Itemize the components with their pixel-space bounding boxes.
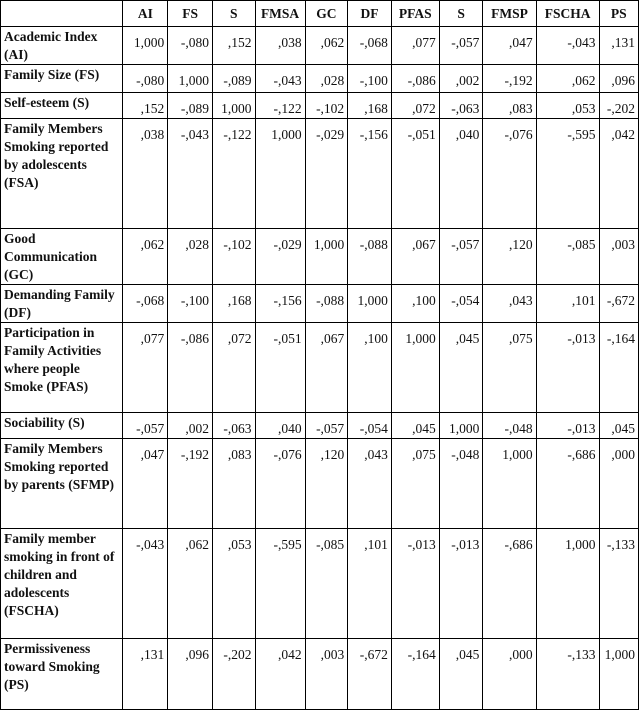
correlation-cell: -,051 [391, 119, 439, 229]
correlation-cell: ,072 [212, 323, 255, 413]
row-label: Family member smoking in front of children and adolescents (FSCHA) [1, 529, 123, 639]
column-header: DF [348, 1, 392, 27]
correlation-cell: -,672 [348, 639, 392, 710]
correlation-cell: ,075 [391, 439, 439, 529]
table-row [1, 323, 639, 413]
correlation-cell: ,042 [255, 639, 305, 710]
correlation-cell: -,102 [305, 93, 348, 119]
correlation-cell: 1,000 [123, 27, 168, 65]
correlation-cell: -,595 [536, 119, 599, 229]
column-header: FMSA [255, 1, 305, 27]
correlation-cell: 1,000 [305, 229, 348, 285]
correlation-cell: ,131 [123, 639, 168, 710]
column-header: FSCHA [536, 1, 599, 27]
correlation-cell: ,040 [255, 413, 305, 439]
correlation-cell: 1,000 [439, 413, 483, 439]
correlation-cell: 1,000 [168, 65, 213, 93]
correlation-cell: ,101 [348, 529, 392, 639]
correlation-cell: -,048 [439, 439, 483, 529]
correlation-cell: -,043 [536, 27, 599, 65]
correlation-cell: ,077 [391, 27, 439, 65]
table-row [1, 285, 639, 323]
correlation-cell: -,051 [255, 323, 305, 413]
correlation-cell: -,029 [305, 119, 348, 229]
correlation-cell: ,000 [483, 639, 536, 710]
table-row [1, 413, 639, 439]
correlation-cell: -,202 [599, 93, 639, 119]
correlation-cell: ,045 [391, 413, 439, 439]
table-row [1, 439, 639, 529]
correlation-cell: ,075 [483, 323, 536, 413]
correlation-cell: ,062 [123, 229, 168, 285]
correlation-cell: ,053 [212, 529, 255, 639]
column-header: AI [123, 1, 168, 27]
correlation-cell: ,152 [123, 93, 168, 119]
row-label: Demanding Family (DF) [1, 285, 123, 323]
correlation-cell: -,057 [305, 413, 348, 439]
correlation-cell: -,164 [391, 639, 439, 710]
correlation-cell: -,043 [255, 65, 305, 93]
row-label: Permissiveness toward Smoking (PS) [1, 639, 123, 710]
correlation-cell: ,120 [483, 229, 536, 285]
correlation-cell: ,000 [599, 439, 639, 529]
correlation-cell: 1,000 [212, 93, 255, 119]
table-row [1, 93, 639, 119]
column-header: FS [168, 1, 213, 27]
correlation-cell: -,043 [168, 119, 213, 229]
row-label: Sociability (S) [1, 413, 123, 439]
correlation-cell: -,054 [439, 285, 483, 323]
correlation-cell: -,048 [483, 413, 536, 439]
correlation-cell: -,192 [168, 439, 213, 529]
correlation-cell: ,168 [348, 93, 392, 119]
correlation-cell: ,043 [348, 439, 392, 529]
correlation-cell: ,045 [439, 323, 483, 413]
correlation-cell: -,080 [168, 27, 213, 65]
correlation-cell: ,045 [439, 639, 483, 710]
correlation-cell: ,100 [348, 323, 392, 413]
correlation-cell: ,002 [439, 65, 483, 93]
correlation-cell: -,089 [168, 93, 213, 119]
correlation-cell: -,054 [348, 413, 392, 439]
column-header: FMSP [483, 1, 536, 27]
correlation-cell: -,085 [305, 529, 348, 639]
correlation-cell: -,156 [255, 285, 305, 323]
correlation-cell: ,043 [483, 285, 536, 323]
column-header: PS [599, 1, 639, 27]
correlation-cell: -,100 [168, 285, 213, 323]
row-label: Family Size (FS) [1, 65, 123, 93]
correlation-cell: 1,000 [536, 529, 599, 639]
correlation-cell: ,072 [391, 93, 439, 119]
correlation-cell: ,038 [123, 119, 168, 229]
correlation-cell: -,013 [536, 323, 599, 413]
correlation-cell: ,083 [483, 93, 536, 119]
row-label: Academic Index (AI) [1, 27, 123, 65]
table-row [1, 229, 639, 285]
correlation-cell: 1,000 [255, 119, 305, 229]
table-row [1, 65, 639, 93]
correlation-cell: -,086 [391, 65, 439, 93]
correlation-cell: -,133 [536, 639, 599, 710]
header-row [1, 1, 639, 27]
correlation-cell: ,040 [439, 119, 483, 229]
correlation-cell: 1,000 [599, 639, 639, 710]
correlation-cell: -,156 [348, 119, 392, 229]
correlation-cell: ,042 [599, 119, 639, 229]
correlation-cell: -,029 [255, 229, 305, 285]
correlation-cell: -,122 [255, 93, 305, 119]
correlation-cell: -,043 [123, 529, 168, 639]
correlation-cell: ,096 [599, 65, 639, 93]
correlation-cell: ,003 [599, 229, 639, 285]
correlation-cell: ,120 [305, 439, 348, 529]
correlation-cell: -,013 [391, 529, 439, 639]
table-row [1, 119, 639, 229]
correlation-cell: -,686 [483, 529, 536, 639]
correlation-cell: ,062 [536, 65, 599, 93]
correlation-cell: -,068 [348, 27, 392, 65]
correlation-cell: -,013 [536, 413, 599, 439]
correlation-cell: ,100 [391, 285, 439, 323]
correlation-cell: ,077 [123, 323, 168, 413]
correlation-cell: ,067 [391, 229, 439, 285]
correlation-cell: ,047 [483, 27, 536, 65]
correlation-cell: ,152 [212, 27, 255, 65]
correlation-cell: -,076 [483, 119, 536, 229]
correlation-cell: -,057 [439, 27, 483, 65]
column-header: S [212, 1, 255, 27]
correlation-cell: ,168 [212, 285, 255, 323]
correlation-cell: ,131 [599, 27, 639, 65]
correlation-cell: -,057 [439, 229, 483, 285]
correlation-cell: ,053 [536, 93, 599, 119]
row-label: Good Communication (GC) [1, 229, 123, 285]
correlation-cell: -,080 [123, 65, 168, 93]
column-header: S [439, 1, 483, 27]
correlation-cell: -,133 [599, 529, 639, 639]
column-header: GC [305, 1, 348, 27]
correlation-cell: -,202 [212, 639, 255, 710]
correlation-cell: ,062 [168, 529, 213, 639]
correlation-cell: ,101 [536, 285, 599, 323]
correlation-cell: -,057 [123, 413, 168, 439]
correlation-cell: -,068 [123, 285, 168, 323]
correlation-cell: ,096 [168, 639, 213, 710]
correlation-cell: ,003 [305, 639, 348, 710]
correlation-cell: ,083 [212, 439, 255, 529]
correlation-cell: -,672 [599, 285, 639, 323]
correlation-cell: -,085 [536, 229, 599, 285]
correlation-cell: -,686 [536, 439, 599, 529]
correlation-cell: -,089 [212, 65, 255, 93]
correlation-cell: 1,000 [348, 285, 392, 323]
correlation-cell: ,047 [123, 439, 168, 529]
header-corner-cell [1, 1, 123, 27]
correlation-cell: -,164 [599, 323, 639, 413]
row-label: Family Members Smoking reported by adolescents (FSA) [1, 119, 123, 229]
column-header: PFAS [391, 1, 439, 27]
correlation-cell: -,076 [255, 439, 305, 529]
correlation-cell: ,002 [168, 413, 213, 439]
correlation-cell: ,067 [305, 323, 348, 413]
correlation-cell: -,100 [348, 65, 392, 93]
correlation-cell: 1,000 [391, 323, 439, 413]
correlation-cell: -,122 [212, 119, 255, 229]
correlation-cell: -,063 [212, 413, 255, 439]
table-body [1, 27, 639, 710]
correlation-cell: ,028 [305, 65, 348, 93]
correlation-cell: -,595 [255, 529, 305, 639]
row-label: Self-esteem (S) [1, 93, 123, 119]
correlation-cell: -,088 [348, 229, 392, 285]
correlation-cell: -,013 [439, 529, 483, 639]
correlation-cell: -,086 [168, 323, 213, 413]
correlation-cell: -,192 [483, 65, 536, 93]
correlation-cell: 1,000 [483, 439, 536, 529]
correlation-cell: -,063 [439, 93, 483, 119]
correlation-cell: -,088 [305, 285, 348, 323]
correlation-cell: -,102 [212, 229, 255, 285]
table-row [1, 639, 639, 710]
correlation-cell: ,062 [305, 27, 348, 65]
table-row [1, 529, 639, 639]
correlation-cell: ,038 [255, 27, 305, 65]
correlation-cell: ,045 [599, 413, 639, 439]
row-label: Participation in Family Activities where people Smoke (PFAS) [1, 323, 123, 413]
correlation-cell: ,028 [168, 229, 213, 285]
row-label: Family Members Smoking reported by parents (SFMP) [1, 439, 123, 529]
table-row [1, 27, 639, 65]
table-header [1, 1, 639, 27]
